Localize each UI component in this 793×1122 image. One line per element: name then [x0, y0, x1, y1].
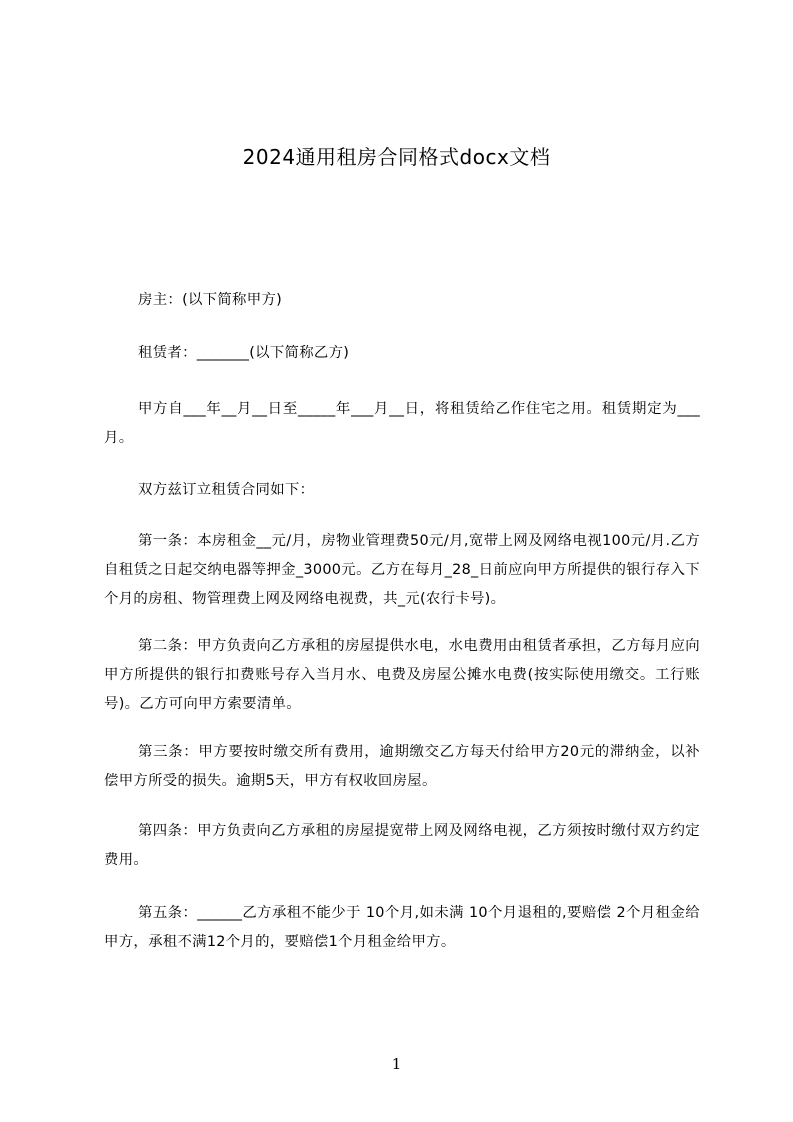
page-number: 1 — [391, 1055, 402, 1073]
paragraph-lease-term: 甲方自___年__月__日至_____年___月__日，将租赁给乙作住宅之用。租赁期定为___月。 — [104, 401, 700, 446]
paragraph-article-4: 第四条：甲方负责向乙方承租的房屋提宽带上网及网络电视，乙方须按时缴付双方约定费用。 — [104, 823, 700, 868]
paragraph-intro: 双方兹订立租赁合同如下： — [138, 482, 315, 498]
paragraph-article-5: 第五条：______乙方承租不能少于 10个月,如未满 10个月退租的,要赔偿 2个月租金给甲方，承租不满12个月的，要赔偿1个月租金给甲方。 — [104, 905, 700, 950]
paragraph-article-1: 第一条：本房租金__元/月，房物业管理费50元/月,宽带上网及网络电视100元/月.乙方自租赁之日起交纳电器等押金_3000元。乙方在每月_28_日前应向甲方所提供的银行存入下个月的房租、物管理费上网及网络电视费，共_元(农行卡号)。 — [104, 533, 700, 607]
paragraph-article-3: 第三条：甲方要按时缴交所有费用，逾期缴交乙方每天付给甲方20元的滞纳金，以补偿甲方所受的损失。逾期5天，甲方有权收回房屋。 — [104, 744, 700, 789]
paragraph-tenant: 租赁者：_______(以下简称乙方) — [138, 345, 350, 361]
paragraph-landlord: 房主：(以下简称甲方) — [138, 292, 283, 308]
document-title: 2024通用租房合同格式docx文档 — [242, 145, 551, 169]
paragraph-article-2: 第二条：甲方负责向乙方承租的房屋提供水电，水电费用由租赁者承担，乙方每月应向甲方所提供的银行扣费账号存入当月水、电费及房屋公摊水电费(按实际使用缴交。工行账号)。乙方可向甲方索要清单。 — [104, 638, 700, 712]
